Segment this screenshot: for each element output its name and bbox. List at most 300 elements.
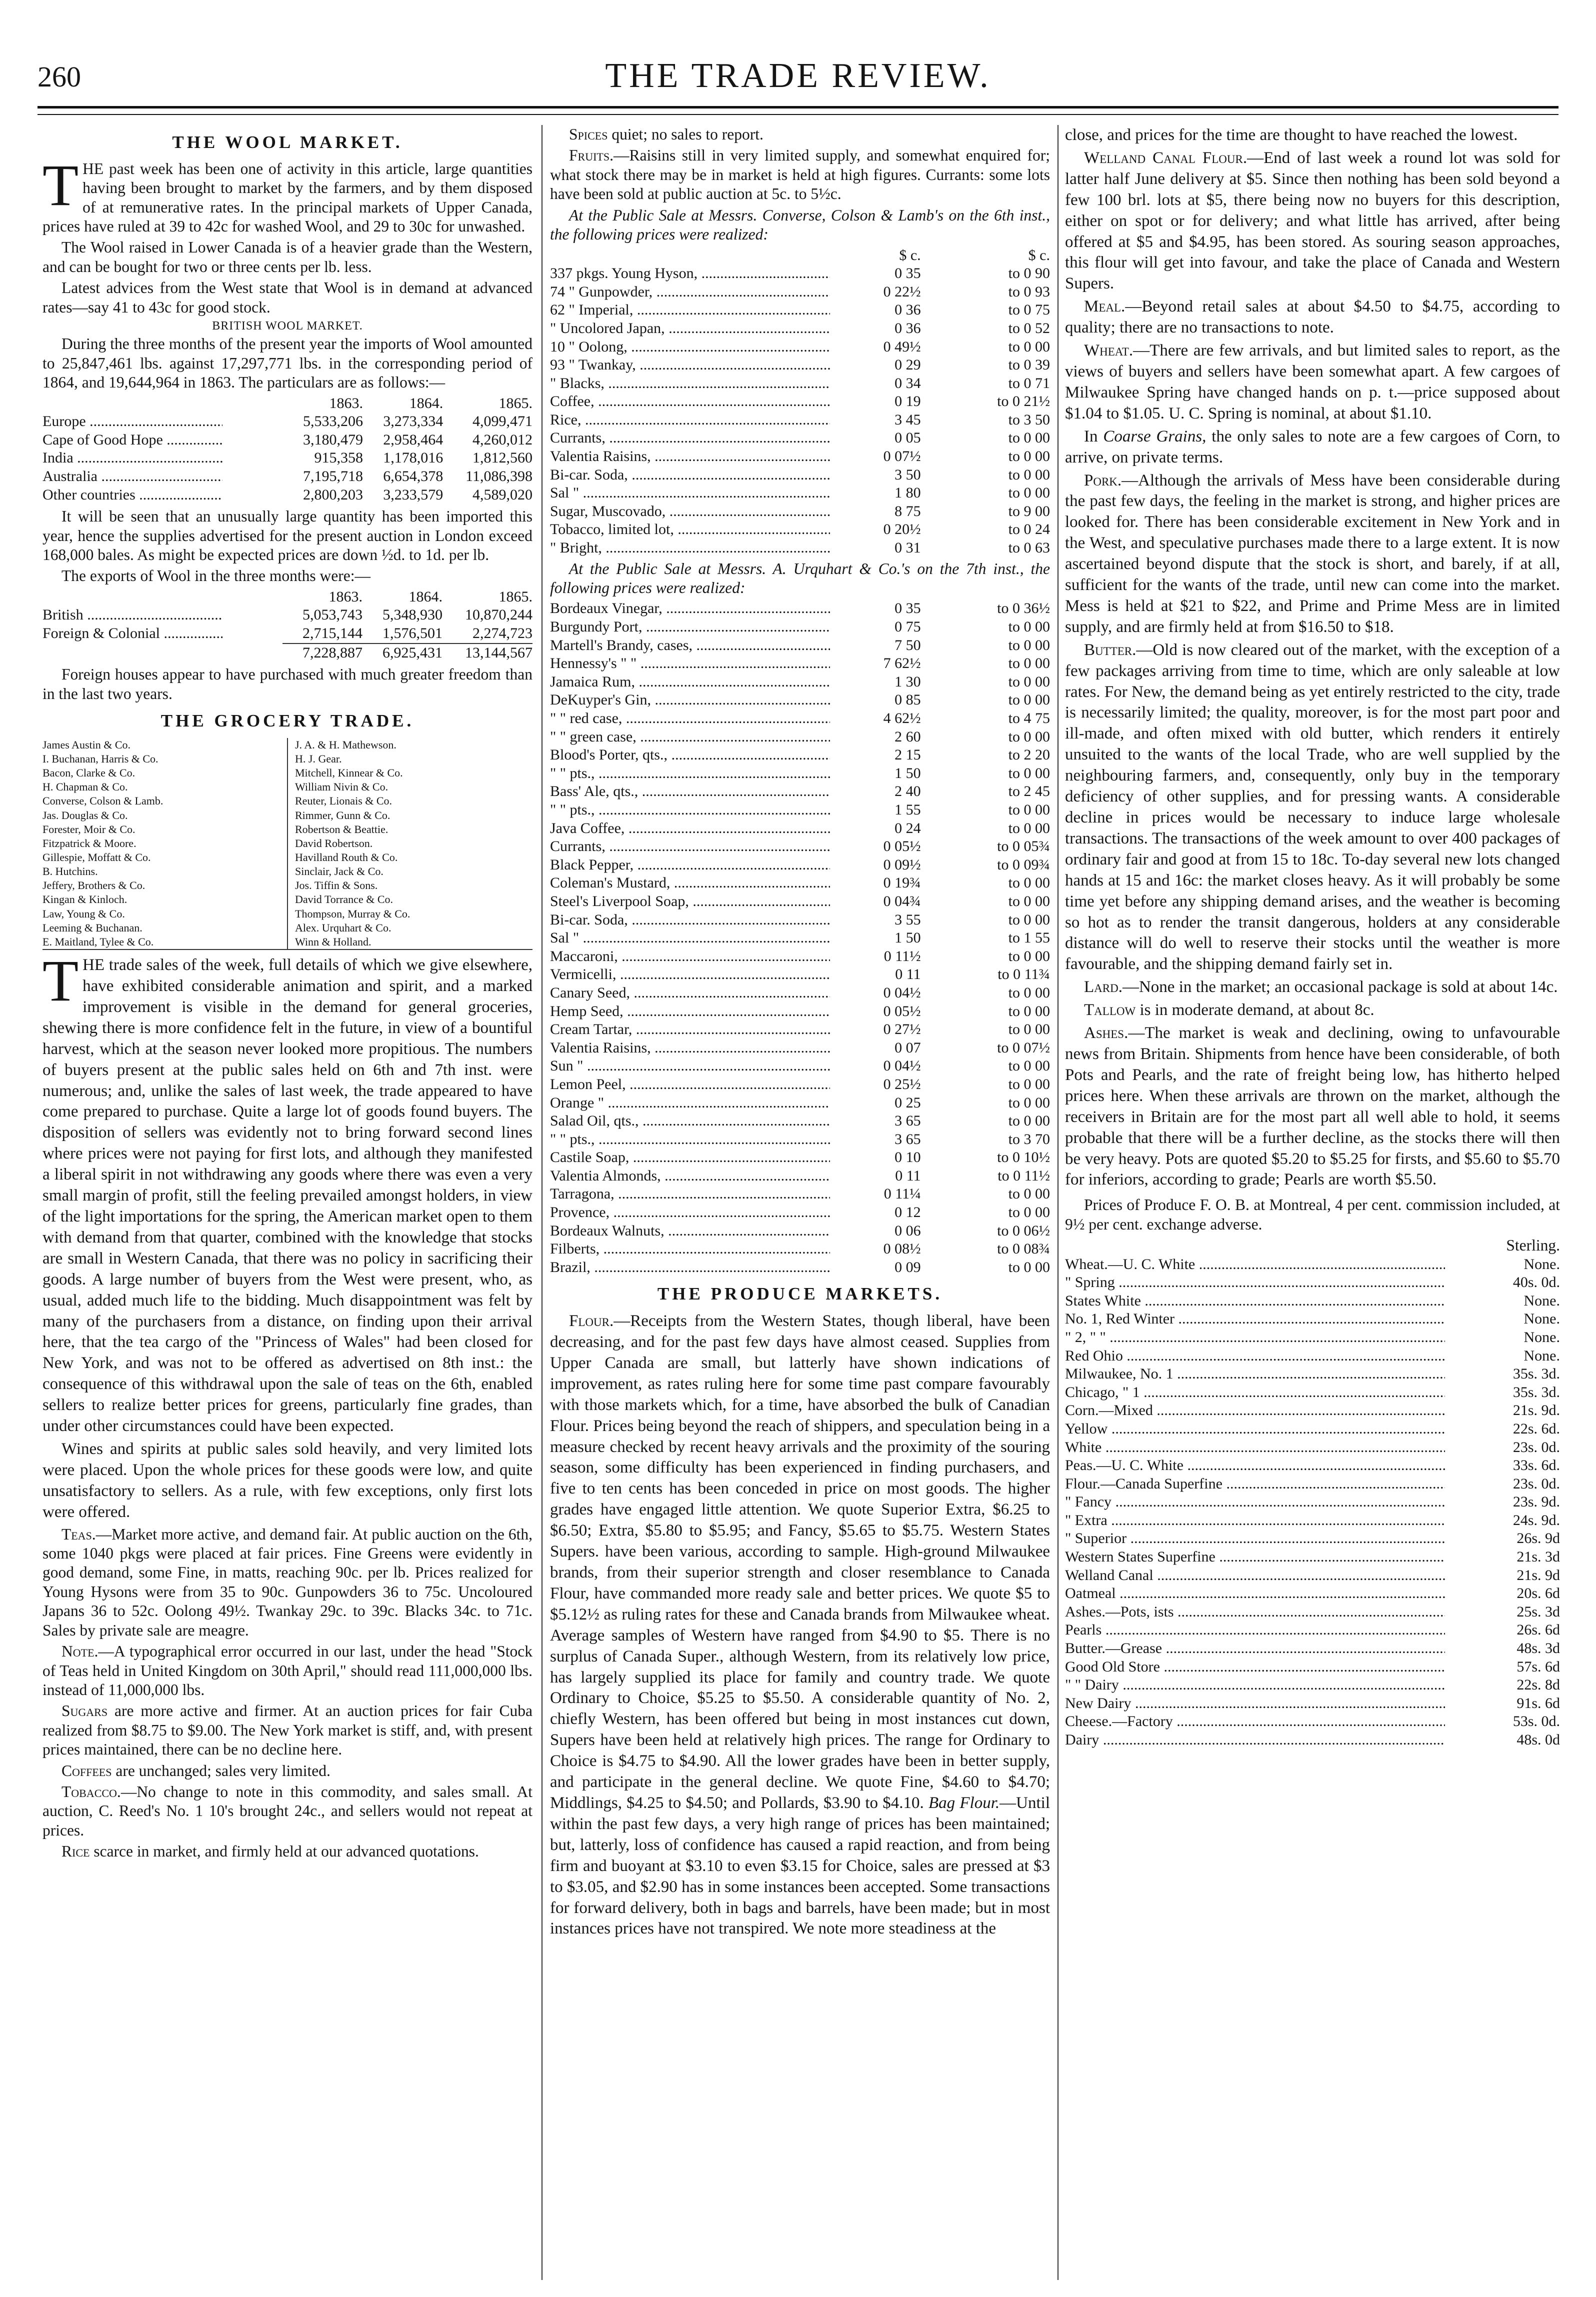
produce-markets-heading: THE PRODUCE MARKETS. xyxy=(657,1284,943,1304)
price-high: to 0 00 xyxy=(1008,1094,1050,1111)
year-header: 1865. xyxy=(498,588,532,605)
sterling-price: 21s. 9d xyxy=(1516,1566,1560,1584)
produce-item: Butter.—Grease ..... xyxy=(1065,1640,1445,1658)
price-low: 1 30 xyxy=(894,673,921,690)
price-low: 0 24 xyxy=(894,820,921,836)
price-row xyxy=(550,618,1050,636)
sterling-price: 22s. 8d xyxy=(1516,1676,1560,1694)
price-low: 3 65 xyxy=(894,1112,921,1130)
firm-name: Havilland Routh & Co. xyxy=(295,851,398,864)
item-name: Orange " ..... xyxy=(550,1094,830,1112)
item-name: Blood's Porter, qts., ..... xyxy=(550,746,830,764)
produce-price-row xyxy=(1065,1676,1560,1694)
price-row xyxy=(550,374,1050,393)
price-low: 0 09½ xyxy=(883,856,921,873)
price-row xyxy=(550,966,1050,984)
price-row xyxy=(550,338,1050,356)
sale-2-intro: At the Public Sale at Messrs. A. Urquhart & Co.'s on the 7th inst., the following prices were realized: xyxy=(550,560,1050,597)
price-row xyxy=(550,301,1050,320)
price-row xyxy=(550,600,1050,618)
price-high: to 0 93 xyxy=(1008,283,1050,300)
firm-row xyxy=(42,892,532,906)
sterling-price: 48s. 0d xyxy=(1516,1732,1560,1748)
price-high: to 0 10½ xyxy=(997,1149,1050,1166)
firm-name: James Austin & Co. xyxy=(42,738,288,752)
butter-paragraph: Butter.—Old is now cleared out of the market, with the exception of a few packages arriving from time to time, which are only saleable at low rates. For New, the demand being as yet entirely restricted to the city, trade is necessarily limited; the quality, moreover, is for the most part poor and ill-made, and often mixed with old butter, which renders it entirely unsuited to the wants of the local Trade, who are well supplied by the neighbouring farmers, and, consequently, only buy in the temporary deficiency of other supplies, and for pressing wants. A considerable decline in prices would be necessary to induce large wholesale transactions. The transactions of the week amount to over 400 packages of ordinary fair and good at from 15 to 18c. To-day several new lots changed hands at 15 and 16c: the market closes heavy. As it will probably be some time yet before any shipping demand arises, and the weather is becoming so hot as to render the transit dangerous, holders at any considerable distance will do well to reserve their stocks until the weather is more favourable, and the shipping demand fairly set in. xyxy=(1065,640,1560,974)
price-low: 0 49½ xyxy=(883,338,921,355)
price-low: 0 11½ xyxy=(884,948,921,964)
year-header: 1864. xyxy=(409,394,444,412)
price-low: 0 05½ xyxy=(883,838,921,855)
price-low: 0 31 xyxy=(894,540,921,556)
price-row xyxy=(550,1240,1050,1258)
price-low: 1 80 xyxy=(894,484,921,502)
price-high: to 0 00 xyxy=(1008,820,1050,836)
produce-price-row xyxy=(1065,1328,1560,1347)
produce-price-row xyxy=(1065,1420,1560,1438)
produce-price-row xyxy=(1065,1384,1560,1402)
item-name: Bi-car. Soda, ..... xyxy=(550,911,830,930)
price-row xyxy=(550,520,1050,539)
price-high: to 2 45 xyxy=(1008,783,1050,800)
price-row xyxy=(550,1148,1050,1167)
sterling-price: 33s. 6d. xyxy=(1512,1457,1560,1474)
firm-row xyxy=(42,935,532,950)
masthead-rule-thin xyxy=(38,114,1558,115)
price-high: to 0 08¾ xyxy=(997,1240,1050,1258)
price-low: 0 11 xyxy=(895,1167,921,1184)
price-row xyxy=(550,911,1050,930)
price-row xyxy=(550,539,1050,558)
firm-name: Thompson, Murray & Co. xyxy=(295,907,410,920)
price-row xyxy=(550,1020,1050,1039)
item-name: Tarragona, ..... xyxy=(550,1185,830,1204)
produce-price-row xyxy=(1065,1310,1560,1328)
price-low: 0 25 xyxy=(894,1094,921,1111)
price-low: 0 06 xyxy=(894,1222,921,1239)
price-high: to 0 00 xyxy=(1008,448,1050,465)
year-header: 1865. xyxy=(498,394,532,412)
price-high: to 0 11¾ xyxy=(998,966,1050,983)
price-row xyxy=(550,1112,1050,1130)
year-header: 1863. xyxy=(329,394,363,412)
pork-paragraph: Pork.—Although the arrivals of Mess have been considerable during the past few days, the feeling in the market is strong, and higher prices are looked for. There has been considerable excitement in New York and in the West, and speculative purchases made there to a large extent. It is now ascertained beyond dispute that the stock is short, and barely, if at all, sufficient for the wants of the trade, until new can come into the market. Mess is held at $21 to $22, and Prime and Prime Mess are in limited supply, and are firmly held at from $16.50 to $18. xyxy=(1065,471,1560,636)
price-high: to 0 00 xyxy=(1008,1021,1050,1038)
produce-item: " Superior ..... xyxy=(1065,1530,1445,1548)
price-row xyxy=(550,673,1050,692)
price-row xyxy=(550,1094,1050,1112)
price-row xyxy=(550,892,1050,911)
drop-cap: T xyxy=(42,152,79,218)
item-name: Sal " ..... xyxy=(550,484,830,502)
price-row xyxy=(550,320,1050,338)
produce-item: New Dairy ..... xyxy=(1065,1694,1445,1713)
produce-item: White ..... xyxy=(1065,1438,1445,1457)
produce-prices-intro: Prices of Produce F. O. B. at Montreal, 4 per cent. commission included, at 9½ per cent. exchange adverse. xyxy=(1065,1196,1560,1233)
item-name: Sal " ..... xyxy=(550,929,830,948)
item-name: " Blacks, ..... xyxy=(550,374,830,393)
produce-item: No. 1, Red Winter ..... xyxy=(1065,1310,1445,1328)
firm-name: Fitzpatrick & Moore. xyxy=(42,836,288,850)
fruits-paragraph: Fruits.—Raisins still in very limited supply, and somewhat enquired for; what stock there may be in market is held at high figures. Currants: some lots have been sold at public auction at 5c. to 5½c. xyxy=(550,146,1050,203)
price-high: to 3 50 xyxy=(1008,411,1050,428)
table-row: Australia ..... 7,195,718 6,654,378 11,086,398 xyxy=(42,468,532,486)
price-row xyxy=(550,448,1050,466)
sterling-price: 23s. 0d. xyxy=(1512,1438,1560,1456)
price-row xyxy=(550,466,1050,484)
price-low: 0 07½ xyxy=(883,448,921,465)
price-high: to 0 00 xyxy=(1008,874,1050,892)
price-high: to 0 00 xyxy=(1008,984,1050,1001)
item-name: Hemp Seed, ..... xyxy=(550,1002,830,1021)
price-low: 2 15 xyxy=(894,746,921,764)
price-row xyxy=(550,654,1050,673)
price-high: to 0 06½ xyxy=(997,1222,1050,1239)
item-name: Canary Seed, ..... xyxy=(550,984,830,1002)
produce-price-row xyxy=(1065,1493,1560,1512)
produce-item: Chicago, " 1 ..... xyxy=(1065,1384,1445,1402)
price-high: to 0 71 xyxy=(1008,374,1050,392)
price-high: to 0 00 xyxy=(1008,1112,1050,1130)
firm-name: Bacon, Clarke & Co. xyxy=(42,766,288,780)
sterling-price: None. xyxy=(1524,1310,1560,1328)
produce-item: Corn.—Mixed ..... xyxy=(1065,1402,1445,1420)
price-high: to 0 21½ xyxy=(997,393,1050,410)
firm-name: Law, Young & Co. xyxy=(42,907,288,921)
year-header: 1864. xyxy=(408,588,442,605)
item-name: Bordeaux Walnuts, ..... xyxy=(550,1222,830,1240)
price-row xyxy=(550,1130,1050,1149)
coarse-grains-paragraph: In Coarse Grains, the only sales to note are a few cargoes of Corn, to arrive, on private terms. xyxy=(1065,427,1560,466)
price-high: to 0 00 xyxy=(1008,1058,1050,1074)
firm-name: Robertson & Beattie. xyxy=(295,822,388,836)
table-header-row xyxy=(42,588,532,606)
price-row xyxy=(550,929,1050,948)
price-low: 0 36 xyxy=(894,302,921,318)
table-row: Cape of Good Hope ..... 3,180,479 2,958,464 4,260,012 xyxy=(42,431,532,450)
price-row xyxy=(550,710,1050,728)
price-low: 3 55 xyxy=(894,911,921,928)
produce-price-row xyxy=(1065,1274,1560,1292)
price-row xyxy=(550,728,1050,746)
firm-name: J. A. & H. Mathewson. xyxy=(295,738,396,751)
item-name: Vermicelli, ..... xyxy=(550,966,830,984)
produce-price-row xyxy=(1065,1365,1560,1384)
produce-price-row xyxy=(1065,1438,1560,1457)
price-row xyxy=(550,264,1050,283)
welland-paragraph: Welland Canal Flour.—End of last week a round lot was sold for latter half June delivery at $5. Since then nothing has been sold beyond a few 100 brl. lots at $5, there being now no buyers for this description, either on spot or for delivery; and what little has arrived, after being offered at $5 and $4.95, has been stored. As souring season approaches, this flour will get into favour, and take the place of Canada and Western Supers. xyxy=(1065,148,1560,293)
firm-name: Kingan & Kinloch. xyxy=(42,892,288,906)
produce-item: Ashes.—Pots, ists ..... xyxy=(1065,1603,1445,1622)
price-low: 0 12 xyxy=(894,1204,921,1221)
column-3 xyxy=(1065,125,1560,2280)
price-low: 0 11¼ xyxy=(884,1186,921,1202)
item-name: Valentia Raisins, ..... xyxy=(550,448,830,466)
sterling-price: None. xyxy=(1524,1347,1560,1364)
sterling-price: 91s. 6d xyxy=(1516,1694,1560,1712)
produce-prices-table xyxy=(1065,1256,1560,1750)
flour-paragraph: Flour.—Receipts from the Western States, though liberal, have been decreasing, and for the past few days have almost ceased. Supplies from Upper Canada are small, but latterly have shown indications of improvement, as rates ruling here for some time past compare favourably with those markets which, for a time, have absorbed the bulk of Canadian Flour. Prices being beyond the reach of shippers, and speculation being in a measure checked by recent heavy arrivals and the proximity of the souring season, some difficulty has been experienced in finding purchasers, and five to ten cents has been conceded in price on most goods. The higher grades have engaged little attention. We quote Superior Extra, $6.25 to $6.50; Extra, $5.80 to $5.95; and Fancy, $5.65 to $5.75. Western States Supers. have been various, according to sample. High-ground Milwaukee brands, from their superior strength and closer resemblance to Canada Flour, have commanded more ready sale and better prices. We quote $5 to $5.12½ as ruling rates for these and Canada brands from Milwaukee wheat. Average samples of Western have ranged from $4.90 to $5. There is no surplus of Canada Super., although Western, from its relatively low price, has largely supplied its place for family and country trade. We quote Ordinary to Choice, $5.25 to $5.50. A considerable quantity of No. 2, chiefly Western, has been offered but being in most instances cut down, Supers have been held at relatively high prices. The range for Ordinary to Choice is $4.75 to $4.90. All the lower grades have been in better supply, and participate in the general decline. We quote Fine, $4.60 to $4.70; Middlings, $4.25 to $4.50; and Pollards, $3.90 to $4.10. Bag Flour.—Until within the past few days, a very high range of prices has been maintained; but, latterly, loss of confidence has caused a rapid reaction, and from being firm and buoyant at $3.10 to even $3.15 for Choice, sales are pressed at $3 to $3.05, and $2.90 has in some instances been accepted. Some transactions for forward delivery, both in bags and barrels, have been made; but in most instances prices have not transpired. We note more steadiness at the xyxy=(550,1312,1050,1938)
item-name: Java Coffee, ..... xyxy=(550,820,830,838)
price-high: to 0 00 xyxy=(1008,655,1050,672)
item-name: Bi-car. Soda, ..... xyxy=(550,466,830,484)
lard-paragraph: Lard.—None in the market; an occasional package is sold at about 14c. xyxy=(1084,978,1558,996)
price-low: 0 11 xyxy=(895,966,921,983)
item-name: Burgundy Port, ..... xyxy=(550,618,830,636)
firm-name: I. Buchanan, Harris & Co. xyxy=(42,752,288,766)
produce-item: Oatmeal ..... xyxy=(1065,1584,1445,1603)
tallow-paragraph: Tallow is in moderate demand, at about 8c. xyxy=(1084,1001,1374,1020)
price-row xyxy=(550,1222,1050,1240)
wool-paragraph-6: The exports of Wool in the three months were:— xyxy=(62,567,370,585)
firm-row xyxy=(42,864,532,878)
price-high: to 0 00 xyxy=(1008,466,1050,483)
item-name: 10 " Oolong, ..... xyxy=(550,338,830,356)
price-high: to 0 00 xyxy=(1008,892,1050,910)
produce-price-row xyxy=(1065,1548,1560,1566)
price-low: 3 50 xyxy=(894,466,921,483)
firm-name: E. Maitland, Tylee & Co. xyxy=(42,935,288,950)
item-name: " Uncolored Japan, ..... xyxy=(550,320,830,338)
produce-price-row xyxy=(1065,1640,1560,1658)
firm-name: Rimmer, Gunn & Co. xyxy=(295,808,390,822)
sterling-price: 40s. 0d. xyxy=(1512,1274,1560,1291)
price-high: to 0 00 xyxy=(1008,618,1050,636)
price-row xyxy=(550,1204,1050,1222)
price-high: to 0 00 xyxy=(1008,692,1050,708)
item-name: Jamaica Rum, ..... xyxy=(550,673,830,692)
price-low: 0 04¾ xyxy=(883,892,921,910)
table-header-row xyxy=(42,394,532,413)
price-low: 0 29 xyxy=(894,356,921,374)
firm-name: Reuter, Lionais & Co. xyxy=(295,794,392,808)
price-low: 8 75 xyxy=(894,502,921,520)
price-high: to 2 20 xyxy=(1008,746,1050,764)
item-name: Sugar, Muscovado, ..... xyxy=(550,502,830,521)
item-name: Bordeaux Vinegar, ..... xyxy=(550,600,830,618)
price-high: to 0 63 xyxy=(1008,540,1050,556)
firm-name: Alex. Urquhart & Co. xyxy=(295,921,392,934)
item-name: " Bright, ..... xyxy=(550,539,830,558)
currency-header-row: $ c. $ c. xyxy=(899,246,1050,264)
item-name: 93 " Twankay, ..... xyxy=(550,356,830,374)
price-high: to 0 05¾ xyxy=(997,838,1050,855)
item-name: Lemon Peel, ..... xyxy=(550,1076,830,1094)
price-row xyxy=(550,691,1050,710)
item-name: Brazil, ..... xyxy=(550,1258,830,1277)
column-2 xyxy=(550,125,1050,2280)
price-low: 4 62½ xyxy=(883,710,921,727)
firm-name: Jas. Douglas & Co. xyxy=(42,808,288,822)
item-name: DeKuyper's Gin, ..... xyxy=(550,691,830,710)
price-high: to 0 00 xyxy=(1008,430,1050,446)
produce-item: States White ..... xyxy=(1065,1292,1445,1310)
price-row xyxy=(550,874,1050,892)
price-low: 0 04½ xyxy=(883,984,921,1001)
price-high: to 0 00 xyxy=(1008,1258,1050,1276)
produce-item: " " Dairy ..... xyxy=(1065,1676,1445,1694)
coffees-paragraph: Coffees are unchanged; sales very limited. xyxy=(62,1762,330,1780)
price-high: to 0 24 xyxy=(1008,521,1050,538)
table-row: India ..... 915,358 1,178,016 1,812,560 xyxy=(42,449,532,468)
firm-name: Jos. Tiffin & Sons. xyxy=(295,879,378,892)
firm-row xyxy=(42,752,532,766)
sterling-price: 26s. 9d xyxy=(1516,1530,1560,1547)
produce-item: Pearls ..... xyxy=(1065,1621,1445,1640)
produce-item: Welland Canal ..... xyxy=(1065,1566,1445,1585)
produce-price-row xyxy=(1065,1621,1560,1640)
item-name: " " pts., ..... xyxy=(550,801,830,820)
wheat-paragraph: Wheat.—There are few arrivals, and but limited sales to report, as the views of buyers and sellers have been somewhat apart. A few cargoes of Milwaukee Spring have changed hands on p. t.—price supposed about $1.04 to $1.05. U. C. Spring is nominal, at about $1.10. xyxy=(1065,342,1560,422)
firm-row xyxy=(42,907,532,921)
tobacco-paragraph: Tobacco.—No change to note in this commodity, and sales small. At auction, C. Reed's No. 1 10's brought 24c., and sellers would not repeat at prices. xyxy=(42,1783,532,1839)
item-name: Sun " ..... xyxy=(550,1057,830,1076)
grocery-trade-heading: THE GROCERY TRADE. xyxy=(160,711,414,731)
sterling-price: 23s. 0d. xyxy=(1512,1475,1560,1492)
sterling-price: None. xyxy=(1524,1292,1560,1309)
produce-price-row xyxy=(1065,1512,1560,1530)
price-high: to 0 00 xyxy=(1008,673,1050,690)
item-name: Provence, ..... xyxy=(550,1204,830,1222)
price-row xyxy=(550,820,1050,838)
price-high: to 0 11½ xyxy=(998,1167,1050,1184)
price-low: 0 25½ xyxy=(883,1076,921,1092)
price-low: 0 27½ xyxy=(883,1021,921,1038)
table-row: British ..... 5,053,743 5,348,930 10,870,244 xyxy=(42,606,532,624)
produce-price-row xyxy=(1065,1584,1560,1603)
price-low: 3 45 xyxy=(894,411,921,428)
item-name: Hennessy's " " ..... xyxy=(550,654,830,673)
price-high: to 0 07½ xyxy=(997,1039,1050,1056)
masthead-title: THE TRADE REVIEW. xyxy=(605,56,991,95)
item-name: Black Pepper, ..... xyxy=(550,856,830,874)
firm-row xyxy=(42,836,532,850)
produce-item: Wheat.—U. C. White ..... xyxy=(1065,1256,1445,1274)
sterling-price: 35s. 3d. xyxy=(1512,1366,1560,1382)
firm-name: Converse, Colson & Lamb. xyxy=(42,794,288,808)
price-high: to 0 00 xyxy=(1008,802,1050,818)
price-high: to 0 00 xyxy=(1008,1186,1050,1202)
price-low: 0 19 xyxy=(894,393,921,410)
produce-price-row xyxy=(1065,1475,1560,1494)
item-name: Cream Tartar, ..... xyxy=(550,1020,830,1039)
firm-name: David Torrance & Co. xyxy=(295,893,394,906)
price-low: 0 35 xyxy=(894,600,921,617)
produce-price-row xyxy=(1065,1347,1560,1366)
grocery-firms-list xyxy=(42,738,532,950)
year-header: 1863. xyxy=(328,588,362,605)
price-high: to 0 00 xyxy=(1008,1204,1050,1221)
price-low: 1 50 xyxy=(894,930,921,946)
firm-name: B. Hutchins. xyxy=(42,864,288,878)
produce-price-row xyxy=(1065,1256,1560,1274)
price-low: 0 04½ xyxy=(883,1058,921,1074)
sterling-price: 35s. 3d. xyxy=(1512,1384,1560,1400)
price-row xyxy=(550,1039,1050,1058)
produce-price-row xyxy=(1065,1566,1560,1585)
sterling-price: 26s. 6d xyxy=(1516,1622,1560,1638)
item-name: Currants, ..... xyxy=(550,838,830,856)
ashes-paragraph: Ashes.—The market is weak and declining, owing to unfavourable news from Britain. Shipments from hence have been considerable, of both Pots and Pearls, and the rate of freight being low, has hitherto helped prices here. When these arrivals are thrown on the market, although the receivers in Britain are for the most part all well able to hold, it seems probable that there will be a further decline, as the stocks there will then be very heavy. Pots are quoted $5.20 to $5.25 for firsts, and $5.60 to $5.70 for inferiors, according to grade; Pearls are worth $5.50. xyxy=(1065,1024,1560,1189)
sterling-header: Sterling. xyxy=(1506,1236,1560,1254)
firm-name: H. Chapman & Co. xyxy=(42,780,288,794)
produce-price-row xyxy=(1065,1658,1560,1676)
price-high: to 4 75 xyxy=(1008,710,1050,727)
firm-name: William Nivin & Co. xyxy=(295,780,388,794)
price-low: 2 40 xyxy=(894,783,921,800)
price-row xyxy=(550,1076,1050,1094)
price-low: 1 50 xyxy=(894,764,921,782)
item-name: Steel's Liverpool Soap, ..... xyxy=(550,892,830,911)
price-high: to 0 75 xyxy=(1008,302,1050,318)
spices-paragraph: Spices quiet; no sales to report. xyxy=(569,126,764,143)
price-row xyxy=(550,856,1050,874)
item-name: 74 " Gunpowder, ..... xyxy=(550,283,830,302)
produce-item: " 2, " " ..... xyxy=(1065,1328,1445,1347)
sterling-price: 21s. 3d xyxy=(1516,1548,1560,1566)
firm-row xyxy=(42,794,532,808)
item-name: Filberts, ..... xyxy=(550,1240,830,1258)
produce-price-row xyxy=(1065,1402,1560,1420)
price-row xyxy=(550,984,1050,1002)
sterling-price: 20s. 6d xyxy=(1516,1585,1560,1602)
price-low: 7 62½ xyxy=(883,655,921,672)
item-name: Bass' Ale, qts., ..... xyxy=(550,782,830,801)
price-high: to 0 90 xyxy=(1008,265,1050,282)
produce-item: Peas.—U. C. White ..... xyxy=(1065,1456,1445,1475)
wool-exports-table xyxy=(42,588,532,662)
price-row xyxy=(550,356,1050,374)
price-high: to 0 36½ xyxy=(997,600,1050,617)
price-row xyxy=(550,1002,1050,1021)
price-low: 0 08½ xyxy=(883,1240,921,1258)
price-high: to 0 00 xyxy=(1008,728,1050,745)
produce-item: " Extra ..... xyxy=(1065,1512,1445,1530)
item-name: Maccaroni, ..... xyxy=(550,948,830,966)
price-high: to 1 55 xyxy=(1008,930,1050,946)
sterling-price: None. xyxy=(1524,1328,1560,1346)
produce-price-row xyxy=(1065,1603,1560,1622)
price-row xyxy=(550,948,1050,966)
produce-item: " Fancy ..... xyxy=(1065,1493,1445,1512)
rice-paragraph: Rice scarce in market, and firmly held at our advanced quotations. xyxy=(62,1842,479,1860)
price-low: 0 22½ xyxy=(883,283,921,300)
sterling-price: 24s. 9d. xyxy=(1512,1512,1560,1528)
price-high: to 0 00 xyxy=(1008,911,1050,928)
table-row: Foreign & Colonial ..... 2,715,144 1,576,501 2,274,723 xyxy=(42,624,532,644)
price-high: to 0 00 xyxy=(1008,338,1050,355)
price-low: 0 10 xyxy=(894,1149,921,1166)
firm-name: Mitchell, Kinnear & Co. xyxy=(295,766,403,780)
item-name: Valentia Almonds, ..... xyxy=(550,1167,830,1186)
wool-market-heading: THE WOOL MARKET. xyxy=(172,132,403,152)
wool-paragraph-7: Foreign houses appear to have purchased with much greater freedom than in the last two years. xyxy=(42,666,532,702)
firm-name: Sinclair, Jack & Co. xyxy=(295,865,384,878)
price-row xyxy=(550,502,1050,521)
table-row: Europe ..... 5,533,206 3,273,334 4,099,471 xyxy=(42,412,532,431)
sterling-price: 22s. 6d. xyxy=(1512,1420,1560,1437)
firm-row xyxy=(42,808,532,822)
price-low: 3 65 xyxy=(894,1130,921,1148)
produce-item: Milwaukee, No. 1 ..... xyxy=(1065,1365,1445,1384)
item-name: Coleman's Mustard, ..... xyxy=(550,874,830,892)
price-row xyxy=(550,484,1050,502)
price-row xyxy=(550,838,1050,856)
produce-item: Flour.—Canada Superfine ..... xyxy=(1065,1475,1445,1494)
price-low: 0 09 xyxy=(894,1258,921,1276)
sterling-price: 53s. 0d. xyxy=(1512,1713,1560,1730)
firm-row xyxy=(42,738,532,752)
